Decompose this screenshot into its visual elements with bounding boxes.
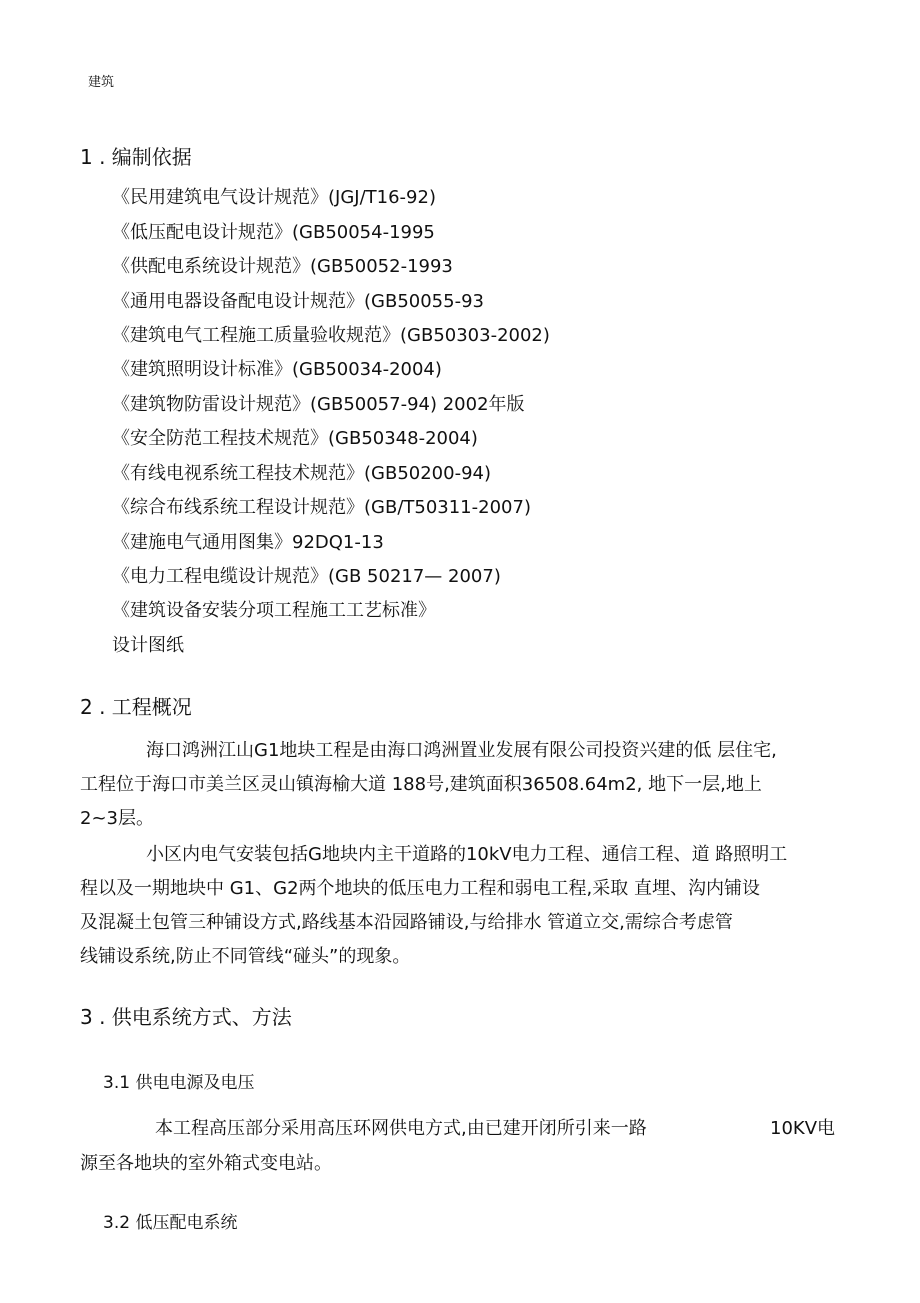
section-1-title: 1 . 编制依据 [80, 145, 192, 169]
page-header: 建筑 [88, 75, 115, 90]
overview-paragraph-line: 小区内电气安装包括G地块内主干道路的10kV电力工程、通信工程、道 路照明工 [146, 844, 788, 865]
reference-item: 《建施电气通用图集》92DQ1-13 [112, 532, 384, 553]
overview-paragraph-line: 线铺设系统,防止不同管线“碰头”的现象。 [80, 946, 411, 967]
reference-item: 《有线电视系统工程技术规范》(GB50200-94) [112, 463, 492, 484]
reference-item: 设计图纸 [112, 635, 184, 656]
reference-item: 《通用电器设备配电设计规范》(GB50055-93 [112, 291, 484, 312]
power-supply-line: 本工程高压部分采用高压环网供电方式,由已建开闭所引来一路 [155, 1118, 647, 1139]
reference-item: 《建筑物防雷设计规范》(GB50057-94) 2002年版 [112, 394, 525, 415]
reference-item: 《建筑电气工程施工质量验收规范》(GB50303-2002) [112, 325, 550, 346]
reference-item: 《建筑设备安装分项工程施工工艺标准》 [112, 600, 436, 621]
section-2-title: 2 . 工程概况 [80, 695, 192, 719]
reference-item: 《安全防范工程技术规范》(GB50348-2004) [112, 428, 478, 449]
overview-paragraph-line: 工程位于海口市美兰区灵山镇海榆大道 188号,建筑面积36508.64m2, 地下一层,地上 [80, 774, 762, 795]
subsection-3-2-title: 3.2 低压配电系统 [103, 1213, 238, 1233]
section-3-title: 3 . 供电系统方式、方法 [80, 1005, 292, 1029]
reference-item: 《建筑照明设计标准》(GB50034-2004) [112, 359, 442, 380]
overview-paragraph-line: 海口鸿洲江山G1地块工程是由海口鸿洲置业发展有限公司投资兴建的低 层住宅, [146, 740, 777, 761]
reference-item: 《供配电系统设计规范》(GB50052-1993 [112, 256, 453, 277]
reference-item: 《电力工程电缆设计规范》(GB 50217— 2007) [112, 566, 501, 587]
overview-paragraph-line: 2~3层。 [80, 808, 154, 829]
power-supply-line: 源至各地块的室外箱式变电站。 [80, 1153, 332, 1174]
subsection-3-1-title: 3.1 供电电源及电压 [103, 1073, 255, 1093]
reference-item: 《综合布线系统工程设计规范》(GB/T50311-2007) [112, 497, 531, 518]
power-supply-line-end: 10KV电 [770, 1118, 836, 1139]
overview-paragraph-line: 程以及一期地块中 G1、G2两个地块的低压电力工程和弱电工程,采取 直埋、沟内铺设 [80, 878, 760, 899]
overview-paragraph-line: 及混凝土包管三种铺设方式,路线基本沿园路铺设,与给排水 管道立交,需综合考虑管 [80, 912, 733, 933]
reference-item: 《低压配电设计规范》(GB50054-1995 [112, 222, 435, 243]
reference-item: 《民用建筑电气设计规范》(JGJ/T16-92) [112, 187, 436, 208]
